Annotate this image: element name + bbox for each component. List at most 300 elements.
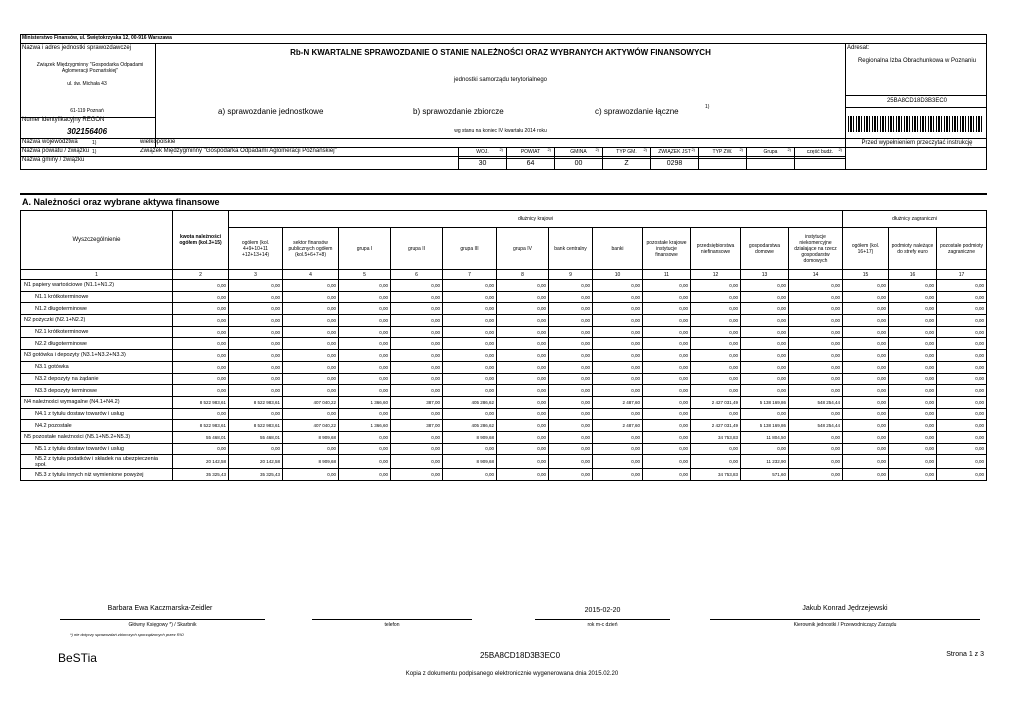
table-row xyxy=(21,443,987,455)
cell-value: 0,00 xyxy=(889,315,937,327)
report-title: Rb-N KWARTALNE SPRAWOZDANIE O STANIE NALEŻNOŚCI ORAZ WYBRANYCH AKTYWÓW FINANSOWYCH xyxy=(290,48,711,57)
cell-value: 0,00 xyxy=(691,361,741,373)
column-header: ogółem (kol. 16+17) xyxy=(843,228,889,270)
code-label: WOJ. xyxy=(476,149,489,155)
cell-value: 405 286,62 xyxy=(443,420,497,432)
cell-value: 0,00 xyxy=(443,408,497,420)
cell-value: 0,00 xyxy=(643,326,691,338)
code-footnote: 2) xyxy=(595,147,599,152)
cell-value: 0,00 xyxy=(789,350,843,362)
column-number: 9 xyxy=(549,270,593,280)
cell-value: 0,00 xyxy=(497,443,549,455)
column-header: bank centralny xyxy=(549,228,593,270)
cell-value: 0,00 xyxy=(443,315,497,327)
cell-value: 0,00 xyxy=(643,408,691,420)
column-number: 14 xyxy=(789,270,843,280)
cell-value: 0,00 xyxy=(889,373,937,385)
cell-value: 0,00 xyxy=(643,350,691,362)
gmina-label: Nazwa gminy / związku xyxy=(22,157,85,163)
cell-value: 0,00 xyxy=(391,469,443,481)
cell-value: 0,00 xyxy=(229,350,283,362)
cell-value: 0,00 xyxy=(497,373,549,385)
cell-value: 0,00 xyxy=(229,315,283,327)
column-header: ogółem (kol. 4+9+10+11 +12+13+14) xyxy=(229,228,283,270)
cell-value: 0,00 xyxy=(391,280,443,292)
report-period: wg stanu na koniec IV kwartału 2014 roku xyxy=(454,128,547,134)
cell-value: 0,00 xyxy=(889,338,937,350)
cell-value: 0,00 xyxy=(283,280,339,292)
table-row xyxy=(21,338,987,350)
header-description: Wyszczególnienie xyxy=(21,211,173,270)
cell-value: 0,00 xyxy=(741,361,789,373)
column-number: 13 xyxy=(741,270,789,280)
column-header: grupa I xyxy=(339,228,391,270)
code-value: Z xyxy=(603,158,650,169)
date-label: rok m-c dzień xyxy=(587,622,618,628)
cell-value: 0,00 xyxy=(937,431,987,443)
column-number: 17 xyxy=(937,270,987,280)
code-value xyxy=(795,158,845,169)
cell-value: 0,00 xyxy=(283,291,339,303)
cell-value: 0,00 xyxy=(549,291,593,303)
cell-value: 5 138 169,86 xyxy=(741,420,789,432)
cell-value: 0,00 xyxy=(889,455,937,469)
row-label: N3.1 gotówka xyxy=(21,361,173,373)
cell-value: 0,00 xyxy=(549,373,593,385)
table-row xyxy=(21,385,987,397)
cell-value: 8 909,68 xyxy=(283,431,339,443)
code-cell xyxy=(554,147,602,170)
cell-value: 0,00 xyxy=(843,431,889,443)
cell-value: 0,00 xyxy=(843,455,889,469)
cell-value: 0,00 xyxy=(549,338,593,350)
table-row xyxy=(21,373,987,385)
code-cell xyxy=(650,147,698,170)
voivodeship-footnote: 1) xyxy=(92,140,97,146)
cell-value: 0,00 xyxy=(229,326,283,338)
cell-value: 0,00 xyxy=(497,408,549,420)
cell-value: 0,00 xyxy=(549,326,593,338)
cell-value: 0,00 xyxy=(937,338,987,350)
cell-value: 0,00 xyxy=(643,338,691,350)
cell-value: 0,00 xyxy=(229,303,283,315)
column-header: podmioty należące do strefy euro xyxy=(889,228,937,270)
cell-value: 0,00 xyxy=(937,420,987,432)
cell-value: 8 522 983,61 xyxy=(229,420,283,432)
cell-value: 0,00 xyxy=(283,408,339,420)
cell-value: 0,00 xyxy=(283,338,339,350)
receivables-table xyxy=(20,210,987,481)
cell-value: 0,00 xyxy=(937,469,987,481)
cell-value: 0,00 xyxy=(391,431,443,443)
barcode-image xyxy=(848,116,984,132)
cell-value: 0,00 xyxy=(741,291,789,303)
cell-value: 0,00 xyxy=(593,455,643,469)
cell-value: 0,00 xyxy=(497,338,549,350)
cell-value: 0,00 xyxy=(789,455,843,469)
column-header: instytucje niekomercyjne działające na rzecz gospodarstw domowych xyxy=(789,228,843,270)
cell-value: 0,00 xyxy=(741,350,789,362)
regon-label: Numer identyfikacyjny REGON xyxy=(22,117,105,123)
cell-value: 0,00 xyxy=(173,315,229,327)
row-label: N3.3 depozyty terminowe xyxy=(21,385,173,397)
accountant-role: Główny Księgowy *) / Skarbnik xyxy=(128,622,197,628)
cell-value: 0,00 xyxy=(549,420,593,432)
column-number: 8 xyxy=(497,270,549,280)
cell-value: 2 487,60 xyxy=(593,396,643,408)
cell-value: 0,00 xyxy=(889,291,937,303)
cell-value: 0,00 xyxy=(937,396,987,408)
cell-value: 0,00 xyxy=(937,361,987,373)
cell-value: 5 138 169,86 xyxy=(741,396,789,408)
cell-value: 0,00 xyxy=(283,361,339,373)
cell-value: 0,00 xyxy=(789,326,843,338)
cell-value: 0,00 xyxy=(549,396,593,408)
cell-value: 0,00 xyxy=(443,280,497,292)
section-title: A. Należności oraz wybrane aktywa finansowe xyxy=(22,197,220,207)
cell-value: 0,00 xyxy=(593,361,643,373)
phone-label: telefon xyxy=(384,622,400,628)
table-row xyxy=(21,431,987,443)
cell-value: 0,00 xyxy=(173,338,229,350)
cell-value: 0,00 xyxy=(741,315,789,327)
cell-value: 0,00 xyxy=(789,338,843,350)
cell-value: 387,00 xyxy=(391,420,443,432)
cell-value: 0,00 xyxy=(443,326,497,338)
cell-value: 387,00 xyxy=(391,396,443,408)
row-label: N4.1 z tytułu dostaw towarów i usług xyxy=(21,408,173,420)
cell-value: 0,00 xyxy=(339,455,391,469)
cell-value: 0,00 xyxy=(691,303,741,315)
cell-value: 0,00 xyxy=(391,443,443,455)
code-label: POWIAT xyxy=(520,149,541,155)
accountant-footnote: *) nie dotyczy sprawozdań zbiorczych sporządzonych przez RIO xyxy=(70,632,184,637)
cell-value: 0,00 xyxy=(283,315,339,327)
cell-value: 0,00 xyxy=(283,373,339,385)
row-label: N4 należności wymagalne (N4.1+N4.2) xyxy=(21,396,173,408)
cell-value: 0,00 xyxy=(229,385,283,397)
cell-value: 0,00 xyxy=(443,350,497,362)
cell-value: 20 142,58 xyxy=(173,455,229,469)
cell-value: 0,00 xyxy=(937,303,987,315)
cell-value: 0,00 xyxy=(497,350,549,362)
cell-value: 0,00 xyxy=(843,420,889,432)
code-value xyxy=(699,158,746,169)
column-header: przedsiębiorstwa niefinansowe xyxy=(691,228,741,270)
cell-value: 0,00 xyxy=(937,315,987,327)
code-label: część budż. xyxy=(806,149,834,155)
cell-value: 0,00 xyxy=(443,385,497,397)
powiat-footnote: 1) xyxy=(92,149,97,155)
cell-value: 0,00 xyxy=(443,373,497,385)
code-footnote: 2) xyxy=(499,147,503,152)
cell-value: 0,00 xyxy=(789,408,843,420)
head-role: Kierownik jednostki / Przewodniczący Zarządu xyxy=(793,622,897,628)
column-header: pozostałe podmioty zagraniczne xyxy=(937,228,987,270)
cell-value: 0,00 xyxy=(643,361,691,373)
cell-value: 0,00 xyxy=(443,303,497,315)
cell-value: 0,00 xyxy=(229,443,283,455)
table-row xyxy=(21,396,987,408)
cell-value: 0,00 xyxy=(443,361,497,373)
row-label: N5.1 z tytułu dostaw towarów i usług xyxy=(21,443,173,455)
instruction-note: Przed wypełnieniem przeczytać instrukcję xyxy=(861,140,973,146)
code-value: 0298 xyxy=(651,158,698,169)
head-name: Jakub Konrad Jędrzejewski xyxy=(802,605,888,612)
column-number: 4 xyxy=(283,270,339,280)
code-footnote: 2) xyxy=(739,147,743,152)
cell-value: 548 254,44 xyxy=(789,420,843,432)
cell-value: 0,00 xyxy=(889,280,937,292)
cell-value: 0,00 xyxy=(937,385,987,397)
cell-value: 0,00 xyxy=(283,350,339,362)
cell-value: 0,00 xyxy=(593,315,643,327)
cell-value: 0,00 xyxy=(339,291,391,303)
cell-value: 0,00 xyxy=(643,396,691,408)
cell-value: 0,00 xyxy=(741,373,789,385)
cell-value: 0,00 xyxy=(549,385,593,397)
cell-value: 0,00 xyxy=(339,326,391,338)
column-header: pozostałe krajowe instytucje finansowe xyxy=(643,228,691,270)
cell-value: 0,00 xyxy=(443,443,497,455)
cell-value: 0,00 xyxy=(843,280,889,292)
cell-value: 0,00 xyxy=(549,315,593,327)
signature-date: 2015-02-20 xyxy=(584,607,621,614)
ministry-address: Ministerstwo Finansów, ul. Świętokrzyska 12, 00-916 Warszawa xyxy=(22,35,172,41)
cell-value: 0,00 xyxy=(937,326,987,338)
cell-value: 0,00 xyxy=(889,350,937,362)
cell-value: 0,00 xyxy=(691,338,741,350)
cell-value: 0,00 xyxy=(593,431,643,443)
cell-value: 0,00 xyxy=(643,443,691,455)
cell-value: 0,00 xyxy=(937,350,987,362)
addressee: Regionalna Izba Obrachunkowa w Poznaniu xyxy=(857,58,977,64)
voivodeship-value: wielkopolskie xyxy=(140,139,176,145)
row-label: N1 papiery wartościowe (N1.1+N1.2) xyxy=(21,280,173,292)
cell-value: 0,00 xyxy=(643,303,691,315)
cell-value: 0,00 xyxy=(889,443,937,455)
table-row xyxy=(21,455,987,469)
cell-value: 0,00 xyxy=(391,385,443,397)
cell-value: 11 232,90 xyxy=(741,455,789,469)
cell-value: 8 909,68 xyxy=(283,455,339,469)
cell-value: 0,00 xyxy=(789,373,843,385)
cell-value: 0,00 xyxy=(229,291,283,303)
cell-value: 0,00 xyxy=(549,443,593,455)
cell-value: 0,00 xyxy=(173,408,229,420)
cell-value: 0,00 xyxy=(549,350,593,362)
cell-value: 0,00 xyxy=(339,408,391,420)
cell-value: 0,00 xyxy=(643,373,691,385)
cell-value: 0,00 xyxy=(691,291,741,303)
cell-value: 0,00 xyxy=(843,315,889,327)
cell-value: 0,00 xyxy=(789,385,843,397)
cell-value: 0,00 xyxy=(593,280,643,292)
cell-value: 0,00 xyxy=(889,408,937,420)
cell-value: 0,00 xyxy=(391,338,443,350)
cell-value: 0,00 xyxy=(843,338,889,350)
cell-value: 0,00 xyxy=(643,469,691,481)
column-number: 5 xyxy=(339,270,391,280)
cell-value: 0,00 xyxy=(173,350,229,362)
table-row xyxy=(21,291,987,303)
cell-value: 0,00 xyxy=(741,280,789,292)
cell-value: 0,00 xyxy=(843,303,889,315)
cell-value: 0,00 xyxy=(283,385,339,397)
cell-value: 0,00 xyxy=(339,431,391,443)
cell-value: 0,00 xyxy=(443,291,497,303)
cell-value: 0,00 xyxy=(789,469,843,481)
cell-value: 0,00 xyxy=(937,443,987,455)
code-footnote: 2) xyxy=(547,147,551,152)
unit-street: ul. św. Michała 43 xyxy=(67,81,107,87)
code-value: 64 xyxy=(507,158,554,169)
code-cell xyxy=(746,147,794,170)
table-row xyxy=(21,469,987,481)
code-footnote: 2) xyxy=(691,147,695,152)
cell-value: 0,00 xyxy=(741,326,789,338)
row-label: N3.2 depozyty na żądanie xyxy=(21,373,173,385)
cell-value: 0,00 xyxy=(549,469,593,481)
option-footnote: 1) xyxy=(705,104,710,110)
row-label: N2 pożyczki (N2.1+N2.2) xyxy=(21,315,173,327)
cell-value: 0,00 xyxy=(391,455,443,469)
cell-value: 8 522 983,61 xyxy=(173,396,229,408)
cell-value: 0,00 xyxy=(741,443,789,455)
cell-value: 0,00 xyxy=(339,385,391,397)
cell-value: 0,00 xyxy=(173,303,229,315)
cell-value: 0,00 xyxy=(497,420,549,432)
cell-value: 0,00 xyxy=(391,408,443,420)
column-number: 16 xyxy=(889,270,937,280)
cell-value: 0,00 xyxy=(789,361,843,373)
cell-value: 1 366,60 xyxy=(339,396,391,408)
copy-note: Kopia z dokumentu podpisanego elektronicznie wygenerowana dnia 2015.02.20 xyxy=(405,671,619,677)
column-header: banki xyxy=(593,228,643,270)
cell-value: 0,00 xyxy=(889,431,937,443)
cell-value: 0,00 xyxy=(889,361,937,373)
row-label: N5.2 z tytułu podatków i składek na ubezpieczenia społ. xyxy=(21,455,173,469)
cell-value: 55 468,01 xyxy=(229,431,283,443)
column-number: 3 xyxy=(229,270,283,280)
row-label: N1.2 długoterminowe xyxy=(21,303,173,315)
row-label: N2.1 krótkoterminowe xyxy=(21,326,173,338)
cell-value: 2 427 031,49 xyxy=(691,420,741,432)
cell-value: 0,00 xyxy=(643,291,691,303)
cell-value: 0,00 xyxy=(593,385,643,397)
column-header: sektor finansów publicznych ogółem (kol.5+6+7+8) xyxy=(283,228,339,270)
column-number: 7 xyxy=(443,270,497,280)
cell-value: 0,00 xyxy=(843,385,889,397)
accountant-name: Barbara Ewa Kaczmarska-Zeidler xyxy=(107,605,213,612)
cell-value: 548 254,44 xyxy=(789,396,843,408)
code-footnote: 2) xyxy=(787,147,791,152)
column-header: grupa IV xyxy=(497,228,549,270)
cell-value: 0,00 xyxy=(741,408,789,420)
code-cell xyxy=(698,147,746,170)
regon-value: 302156406 xyxy=(66,127,108,136)
row-label: N5 pozostałe należności (N5.1+N5.2+N5.3) xyxy=(21,431,173,443)
cell-value: 0,00 xyxy=(443,338,497,350)
header-foreign: dłużnicy zagraniczni xyxy=(843,211,987,228)
cell-value: 0,00 xyxy=(843,291,889,303)
cell-value: 0,00 xyxy=(497,326,549,338)
document-id: 25BA8CD18D3B3EC0 xyxy=(886,98,948,104)
cell-value: 0,00 xyxy=(497,291,549,303)
cell-value: 0,00 xyxy=(843,443,889,455)
powiat-label: Nazwa powiatu / związku xyxy=(22,148,90,154)
column-header: gospodarstwa domowe xyxy=(741,228,789,270)
cell-value: 0,00 xyxy=(549,280,593,292)
cell-value: 0,00 xyxy=(497,431,549,443)
brand-logo: BeSTia xyxy=(58,651,97,665)
cell-value: 0,00 xyxy=(643,431,691,443)
cell-value: 0,00 xyxy=(549,408,593,420)
cell-value: 0,00 xyxy=(643,385,691,397)
option-jednostkowe: a) sprawozdanie jednostkowe xyxy=(218,107,324,116)
cell-value: 0,00 xyxy=(497,280,549,292)
cell-value: 407 040,22 xyxy=(283,396,339,408)
cell-value: 34 753,83 xyxy=(691,431,741,443)
cell-value: 0,00 xyxy=(889,303,937,315)
cell-value: 0,00 xyxy=(643,455,691,469)
cell-value: 0,00 xyxy=(229,280,283,292)
row-label: N4.2 pozostałe xyxy=(21,420,173,432)
column-number: 6 xyxy=(391,270,443,280)
header-domestic: dłużnicy krajowi xyxy=(229,211,843,228)
cell-value: 0,00 xyxy=(889,396,937,408)
cell-value: 0,00 xyxy=(173,280,229,292)
cell-value: 0,00 xyxy=(789,280,843,292)
cell-value: 2 487,60 xyxy=(593,420,643,432)
code-cell xyxy=(506,147,554,170)
cell-value: 0,00 xyxy=(593,373,643,385)
cell-value: 0,00 xyxy=(691,373,741,385)
cell-value: 0,00 xyxy=(549,361,593,373)
cell-value: 55 468,01 xyxy=(173,431,229,443)
column-number: 12 xyxy=(691,270,741,280)
cell-value: 0,00 xyxy=(789,431,843,443)
cell-value: 0,00 xyxy=(283,303,339,315)
cell-value: 0,00 xyxy=(889,469,937,481)
cell-value: 0,00 xyxy=(789,291,843,303)
footer-document-id: 25BA8CD18D3B3EC0 xyxy=(479,651,561,660)
cell-value: 0,00 xyxy=(889,385,937,397)
cell-value: 0,00 xyxy=(443,469,497,481)
cell-value: 0,00 xyxy=(339,469,391,481)
code-cell xyxy=(458,147,506,170)
code-label: ZWIĄZEK JST xyxy=(658,149,691,155)
cell-value: 0,00 xyxy=(173,443,229,455)
cell-value: 0,00 xyxy=(889,326,937,338)
cell-value: 0,00 xyxy=(843,408,889,420)
cell-value: 0,00 xyxy=(691,385,741,397)
code-label: Grupa xyxy=(763,149,778,155)
code-value: 30 xyxy=(459,158,506,169)
column-number: 11 xyxy=(643,270,691,280)
unit-name-label: Nazwa i adres jednostki sprawozdawczej xyxy=(22,45,132,51)
cell-value: 0,00 xyxy=(173,326,229,338)
cell-value: 0,00 xyxy=(593,469,643,481)
cell-value: 0,00 xyxy=(843,469,889,481)
cell-value: 0,00 xyxy=(937,373,987,385)
cell-value: 0,00 xyxy=(339,338,391,350)
cell-value: 0,00 xyxy=(889,420,937,432)
cell-value: 0,00 xyxy=(497,385,549,397)
cell-value: 0,00 xyxy=(643,420,691,432)
code-value: 00 xyxy=(555,158,602,169)
cell-value: 0,00 xyxy=(339,350,391,362)
